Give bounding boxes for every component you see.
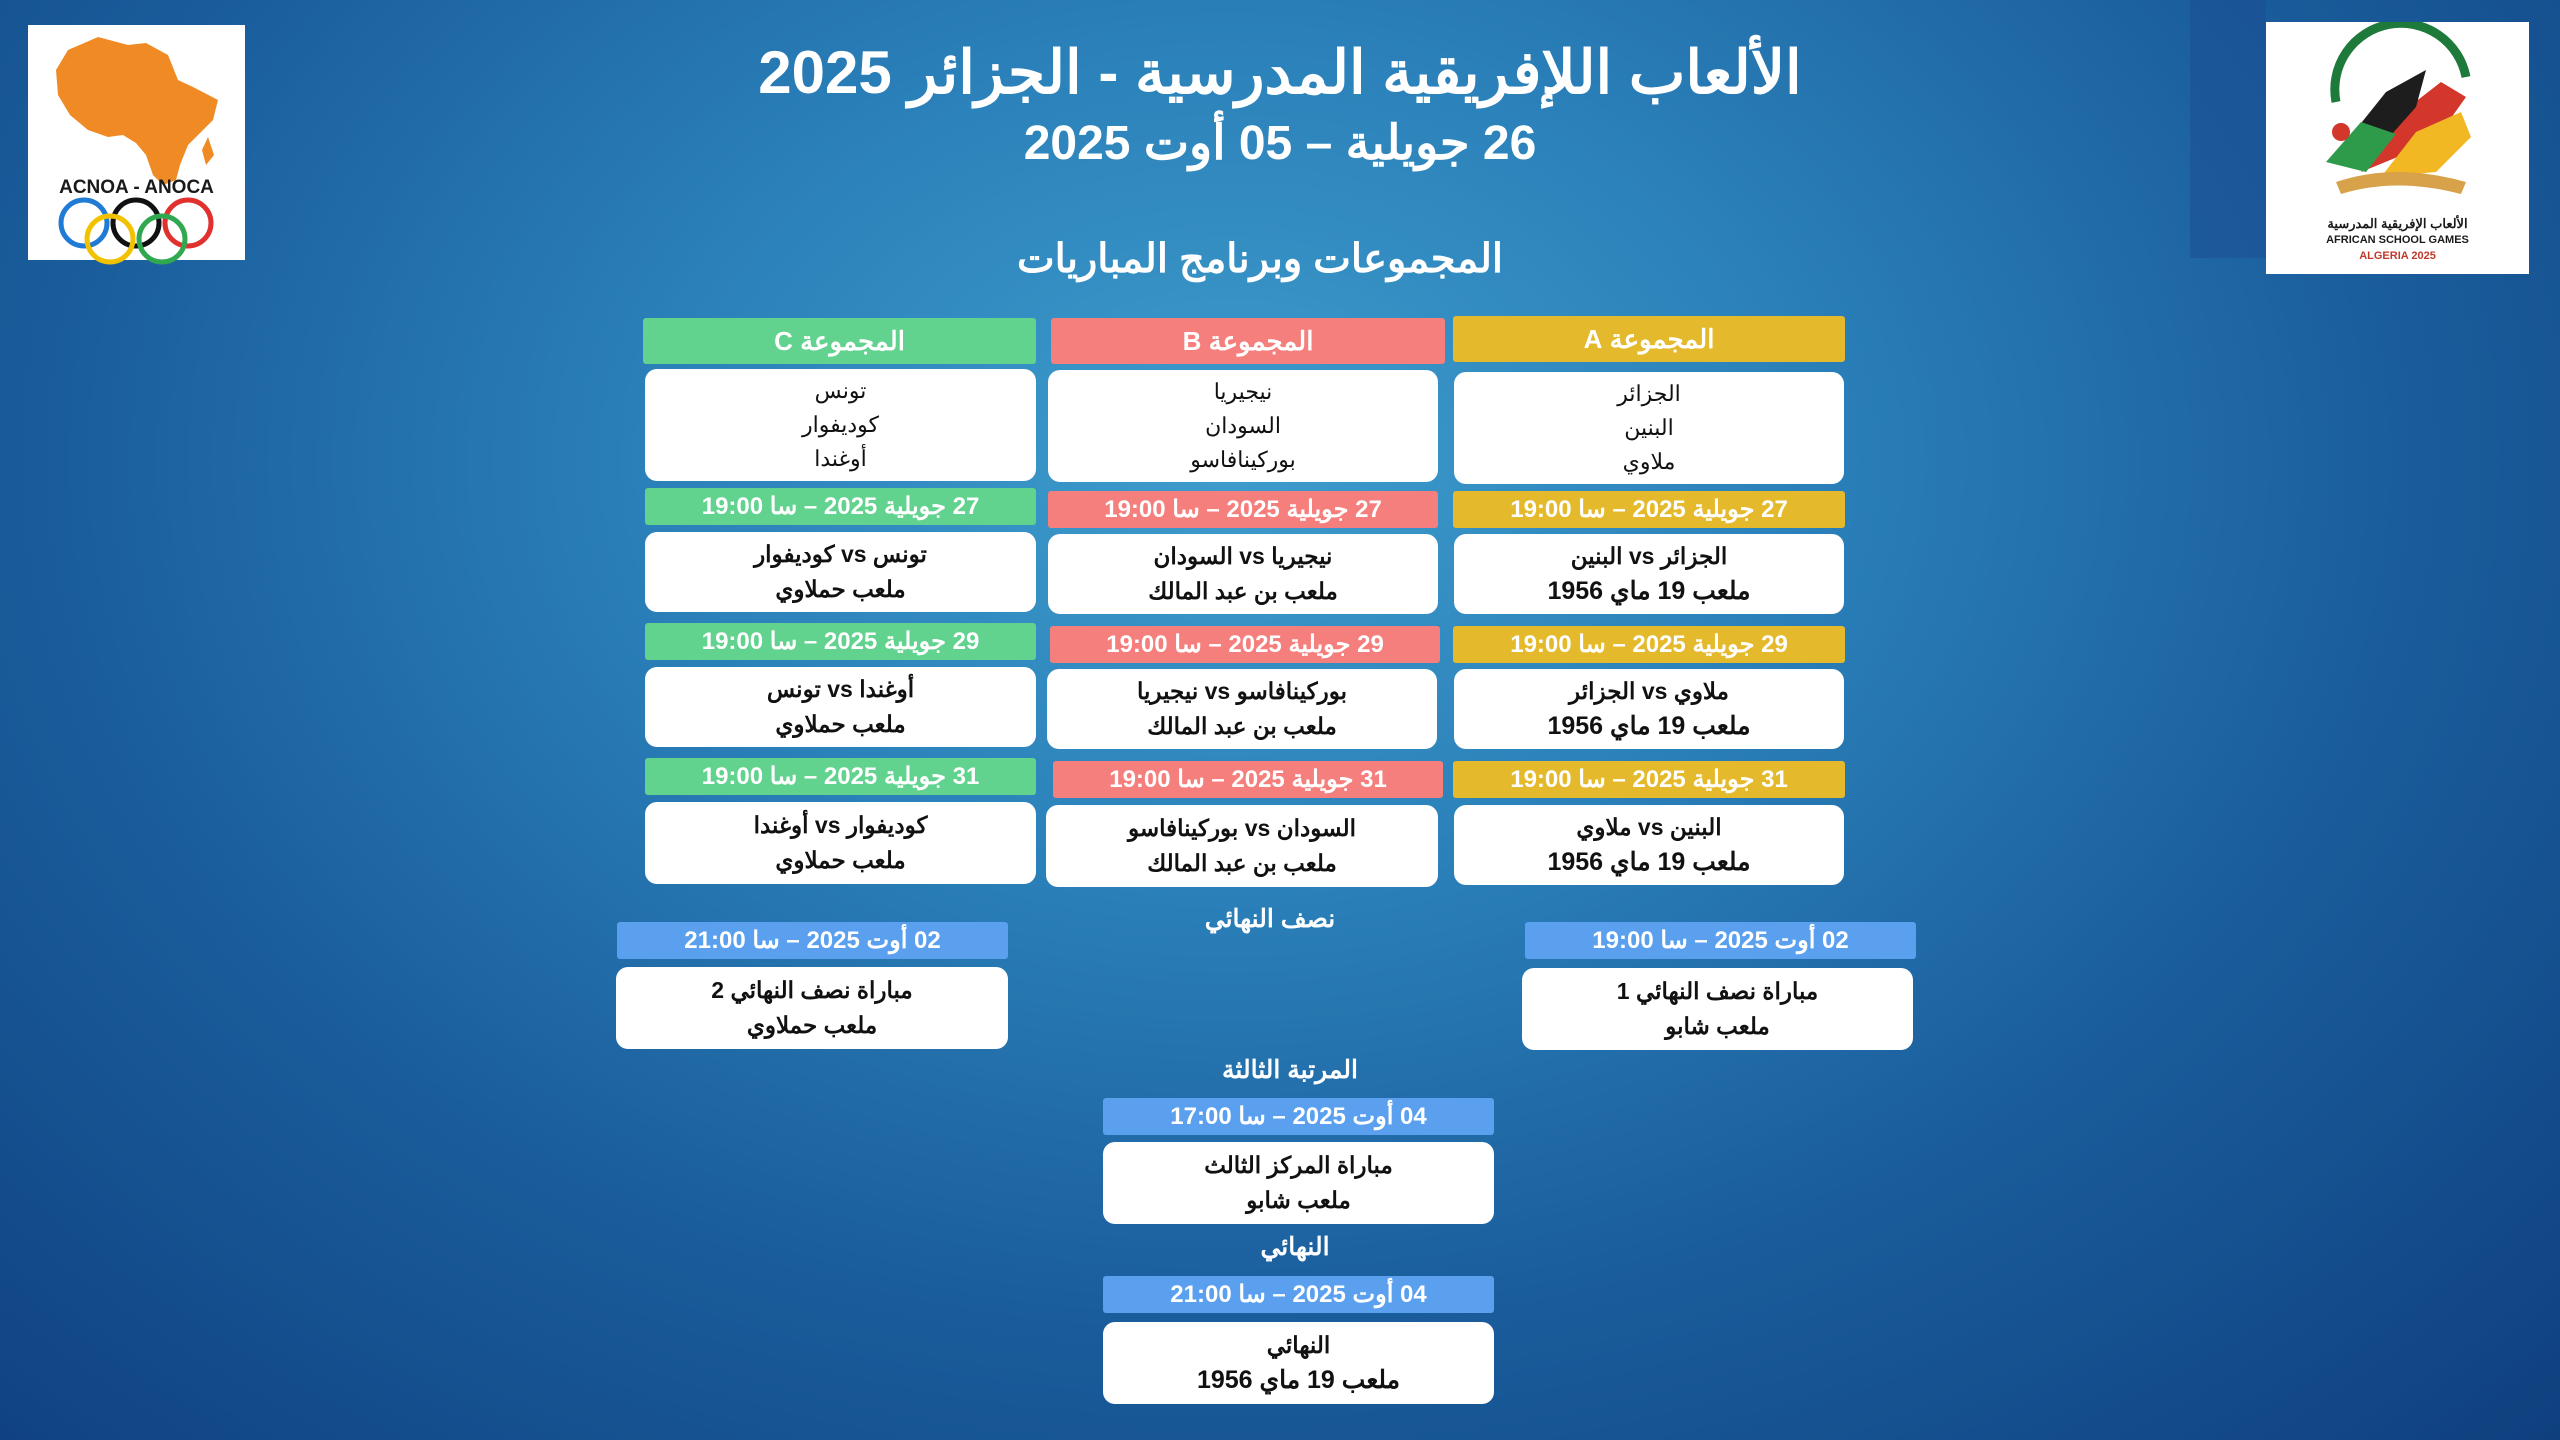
match-teams: تونس vs كوديفوار xyxy=(754,541,927,567)
team-name: أوغندا xyxy=(814,446,867,471)
team-name: الجزائر xyxy=(1617,381,1681,406)
match-teams: كوديفوار vs أوغندا xyxy=(753,812,928,838)
group-c-header: المجموعة C xyxy=(643,318,1036,364)
match-card xyxy=(1046,805,1438,887)
match-card xyxy=(1454,669,1844,749)
match-venue: ملعب بن عبد المالك xyxy=(1148,578,1338,604)
match-venue: ملعب حملاوي xyxy=(775,711,906,737)
match-card xyxy=(1454,805,1844,885)
sf2-title: مباراة نصف النهائي 2 xyxy=(711,977,913,1003)
match-teams: الجزائر vs البنين xyxy=(1570,543,1728,569)
acnoa-label: ACNOA - ANOCA xyxy=(59,177,214,198)
third-place-card xyxy=(1103,1142,1494,1224)
group-a-teams xyxy=(1454,372,1844,484)
team-name: بوركينافاسو xyxy=(1190,447,1296,472)
match-card xyxy=(645,667,1036,747)
match-date-bar: 29 جويلية 2025 – سا 19:00 xyxy=(645,623,1036,660)
group-b-teams xyxy=(1048,370,1438,482)
sf2-card xyxy=(616,967,1008,1049)
match-date-bar: 29 جويلية 2025 – سا 19:00 xyxy=(1050,626,1440,663)
match-card xyxy=(1047,669,1437,749)
match-date-bar: 31 جويلية 2025 – سا 19:00 xyxy=(1053,761,1443,798)
match-card xyxy=(1454,534,1844,614)
sf2-venue: ملعب حملاوي xyxy=(746,1012,878,1038)
third-place-label: المرتبة الثالثة xyxy=(1222,1056,1358,1084)
team-name: ملاوي xyxy=(1622,449,1676,474)
match-teams: ملاوي vs الجزائر xyxy=(1569,678,1729,704)
semifinal-label: نصف النهائي xyxy=(1204,905,1336,933)
match-card xyxy=(645,802,1036,884)
group-a-header: المجموعة A xyxy=(1453,316,1845,362)
third-place-title: مباراة المركز الثالث xyxy=(1204,1152,1393,1178)
match-date-bar: 29 جويلية 2025 – سا 19:00 xyxy=(1453,626,1845,663)
match-date-bar: 27 جويلية 2025 – سا 19:00 xyxy=(645,488,1036,525)
group-c-teams xyxy=(645,369,1036,481)
logo-text-ar: الألعاب الإفريقية المدرسية xyxy=(2327,216,2468,231)
third-place-date-bar: 04 أوت 2025 – سا 17:00 xyxy=(1103,1098,1494,1135)
match-teams: السودان vs بوركينافاسو xyxy=(1127,815,1357,841)
match-teams: أوغندا vs تونس xyxy=(766,676,915,702)
match-venue: ملعب 19 ماي 1956 xyxy=(1547,577,1751,605)
match-venue: ملعب 19 ماي 1956 xyxy=(1547,848,1751,876)
sf1-card xyxy=(1522,968,1913,1050)
sf1-title: مباراة نصف النهائي 1 xyxy=(1616,978,1819,1004)
match-card xyxy=(645,532,1036,612)
final-date-bar: 04 أوت 2025 – سا 21:00 xyxy=(1103,1276,1494,1313)
page-title: الألعاب اللإفريقية المدرسية - الجزائر 2025 xyxy=(758,39,1802,106)
final-label: النهائي xyxy=(1260,1233,1330,1261)
match-date-bar: 27 جويلية 2025 – سا 19:00 xyxy=(1453,491,1845,528)
match-venue: ملعب حملاوي xyxy=(775,847,906,873)
event-dates: 26 جويلية – 05 أوت 2025 xyxy=(1023,117,1537,170)
match-teams: البنين vs ملاوي xyxy=(1576,814,1722,840)
team-name: البنين xyxy=(1624,415,1674,440)
match-teams: بوركينافاسو vs نيجيريا xyxy=(1137,678,1347,704)
team-name: تونس xyxy=(814,378,867,403)
match-venue: ملعب بن عبد المالك xyxy=(1147,713,1337,739)
match-venue: ملعب 19 ماي 1956 xyxy=(1547,712,1751,740)
final-card xyxy=(1103,1322,1494,1404)
match-card xyxy=(1048,534,1438,614)
group-b-header: المجموعة B xyxy=(1051,318,1445,364)
third-place-venue: ملعب شابو xyxy=(1246,1187,1351,1213)
final-venue: ملعب 19 ماي 1956 xyxy=(1196,1366,1401,1394)
team-name: نيجيريا xyxy=(1213,379,1273,404)
match-date-bar: 27 جويلية 2025 – سا 19:00 xyxy=(1048,491,1438,528)
team-name: السودان xyxy=(1205,413,1281,438)
sf1-date-bar: 02 أوت 2025 – سا 19:00 xyxy=(1525,922,1916,959)
section-title: المجموعات وبرنامج المباريات xyxy=(1016,237,1504,281)
match-date-bar: 31 جويلية 2025 – سا 19:00 xyxy=(1453,761,1845,798)
team-name: كوديفوار xyxy=(802,412,879,437)
final-title: النهائي xyxy=(1266,1332,1331,1358)
match-venue: ملعب حملاوي xyxy=(775,576,906,602)
match-teams: نيجيريا vs السودان xyxy=(1153,543,1333,569)
sf2-date-bar: 02 أوت 2025 – سا 21:00 xyxy=(617,922,1008,959)
match-date-bar: 31 جويلية 2025 – سا 19:00 xyxy=(645,758,1036,795)
logo-text-en: AFRICAN SCHOOL GAMES xyxy=(2326,234,2469,246)
logo-text-place: ALGERIA 2025 xyxy=(2359,250,2436,262)
sf1-venue: ملعب شابو xyxy=(1665,1013,1770,1039)
match-venue: ملعب بن عبد المالك xyxy=(1147,850,1337,876)
